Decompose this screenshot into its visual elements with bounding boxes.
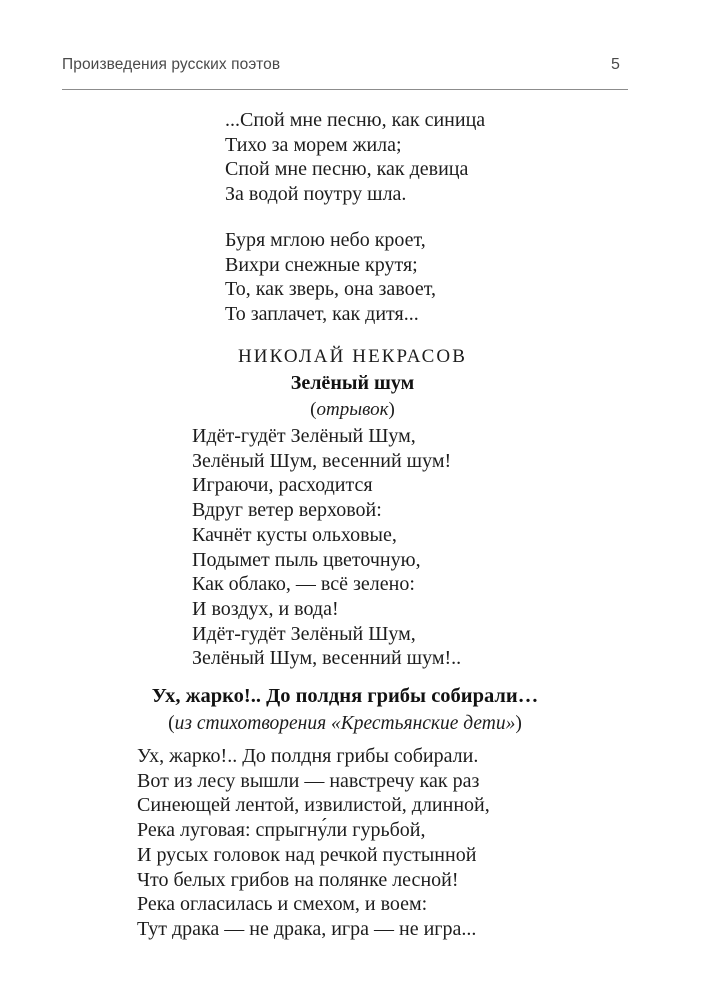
stanza-three [192, 424, 461, 671]
nekrasov-poem-heading [135, 344, 570, 423]
verse-line: Буря мглою небо кроет, [225, 229, 426, 251]
verse-line: Ух, жарко!.. До полдня грибы собирали. [137, 745, 479, 767]
stanza-four [137, 744, 490, 942]
verse-line: То, как зверь, она завоет, [225, 278, 436, 301]
source-text: из стихотворения «Крестьянские дети» [174, 713, 516, 734]
stanza-one [225, 108, 485, 207]
poem-subtitle-otryvok [135, 397, 570, 423]
verse-line: Река огласилась и смехом, и воем: [137, 893, 428, 916]
subtitle-paren-open: ( [310, 399, 317, 420]
poem-title-zelyony-shum: Зелёный шум [290, 372, 415, 394]
verse-line: Зелёный Шум, весенний шум! [192, 449, 452, 472]
source-paren-open: ( [168, 713, 175, 734]
subtitle-paren-close: ) [388, 399, 395, 420]
verse-line: Играючи, расходится [192, 474, 373, 497]
subtitle-text: отрывок [316, 399, 389, 420]
verse-line: Вихри снежные крутя; [225, 253, 418, 276]
verse-line: Тихо за морем жила; [225, 133, 402, 156]
verse-line: Идёт-гудёт Зелёный Шум, [192, 622, 416, 645]
verse-line: Идёт-гудёт Зелёный Шум, [192, 425, 416, 447]
running-head [62, 56, 628, 90]
verse-line: За водой поутру шла. [225, 183, 407, 206]
verse-line: Подымет пыль цветочную, [192, 548, 421, 571]
source-paren-close: ) [515, 713, 522, 734]
verse-line: Качнёт кусты ольховые, [192, 523, 397, 546]
poem-title-ukh-zharko: Ух, жарко!.. До полдня грибы собирали… [151, 685, 539, 707]
verse-line: Зелёный Шум, весенний шум!.. [192, 647, 462, 670]
verse-line: Как облако, — всё зелено: [192, 573, 415, 596]
verse-line: И воздух, и вода! [192, 597, 339, 620]
author-name: НИКОЛАЙ НЕКРАСОВ [237, 346, 468, 367]
stanza-two [225, 228, 436, 327]
verse-line: Синеющей лентой, извилистой, длинной, [137, 794, 490, 817]
verse-line: Вдруг ветер верховой: [192, 499, 382, 522]
verse-line: Что белых грибов на полянке лесной! [137, 868, 459, 891]
running-head-title: Произведения русских поэтов [62, 56, 281, 73]
verse-line: То заплачет, как дитя... [225, 303, 419, 326]
verse-line: Вот из лесу вышли — навстречу как раз [137, 769, 480, 792]
verse-line: Спой мне песню, как девица [225, 158, 469, 181]
verse-line: Тут драка — не драка, игра — не игра... [137, 917, 477, 940]
verse-line: ...Спой мне песню, как синица [225, 109, 486, 131]
verse-line: И русых головок над речкой пустынной [137, 843, 477, 866]
gribi-poem-heading [62, 682, 628, 737]
page-number: 5 [611, 56, 620, 73]
poem-subtitle-source [62, 710, 628, 737]
verse-line: Река луговая: спрыгну́ли гурьбой, [137, 819, 426, 842]
